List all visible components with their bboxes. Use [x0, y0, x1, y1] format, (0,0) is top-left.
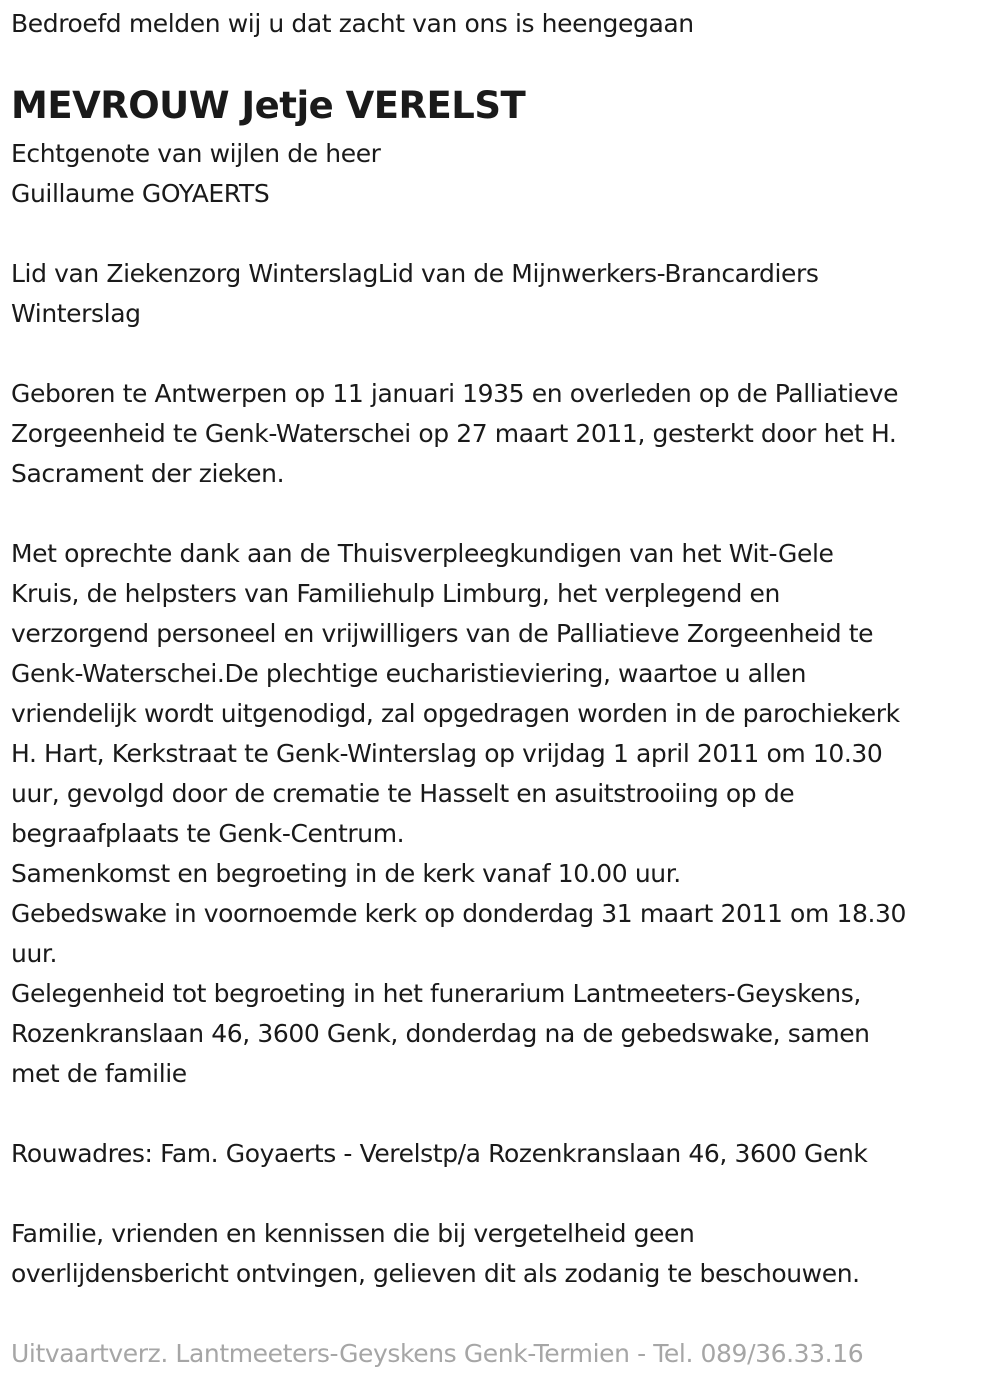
funeral-home-line: met de familie [11, 1059, 187, 1088]
family-note-block [11, 1214, 860, 1294]
family-note-line: overlijdensbericht ontvingen, gelieven dit als zodanig te beschouwen. [11, 1259, 860, 1288]
membership-line: Lid van Ziekenzorg WinterslagLid van de Mijnwerkers-Brancardiers [11, 259, 819, 288]
thanks-line: Genk-Waterschei.De plechtige eucharistieviering, waartoe u allen [11, 659, 807, 688]
mourning-address: Rouwadres: Fam. Goyaerts - Verelstp/a Rozenkranslaan 46, 3600 Genk [11, 1139, 868, 1168]
birth-death-line: Zorgeenheid te Genk-Waterschei op 27 maart 2011, gesterkt door het H. [11, 419, 897, 448]
funeral-home-line: Gelegenheid tot begroeting in het funerarium Lantmeeters-Geyskens, [11, 979, 861, 1008]
spouse-line: Echtgenote van wijlen de heer [11, 139, 381, 168]
ceremony-line: uur, gevolgd door de crematie te Hasselt en asuitstrooiing op de [11, 779, 795, 808]
membership-line: Winterslag [11, 299, 141, 328]
thanks-ceremony-block [11, 534, 906, 1094]
deceased-name: MEVROUW Jetje VERELST [11, 84, 526, 127]
mourning-address-block [11, 1134, 868, 1174]
birth-death-block [11, 374, 898, 494]
thanks-line: verzorgend personeel en vrijwilligers van de Palliatieve Zorgeenheid te [11, 619, 874, 648]
intro-text: Bedroefd melden wij u dat zacht van ons is heengegaan [11, 9, 694, 38]
membership-block [11, 254, 819, 334]
funeral-service-footer: Uitvaartverz. Lantmeeters-Geyskens Genk-Termien - Tel. 089/36.33.16 [11, 1339, 864, 1368]
ceremony-line: H. Hart, Kerkstraat te Genk-Winterslag op vrijdag 1 april 2011 om 10.30 [11, 739, 883, 768]
thanks-line: Met oprechte dank aan de Thuisverpleegkundigen van het Wit-Gele [11, 539, 834, 568]
birth-death-line: Geboren te Antwerpen op 11 januari 1935 en overleden op de Palliatieve [11, 379, 899, 408]
vigil-line: Gebedswake in voornoemde kerk op donderdag 31 maart 2011 om 18.30 [11, 899, 907, 928]
spouse-line: Guillaume GOYAERTS [11, 179, 270, 208]
ceremony-line: vriendelijk wordt uitgenodigd, zal opgedragen worden in de parochiekerk [11, 699, 900, 728]
funeral-home-line: Rozenkranslaan 46, 3600 Genk, donderdag na de gebedswake, samen [11, 1019, 870, 1048]
birth-death-line: Sacrament der zieken. [11, 459, 285, 488]
family-note-line: Familie, vrienden en kennissen die bij vergetelheid geen [11, 1219, 695, 1248]
thanks-line: Kruis, de helpsters van Familiehulp Limburg, het verplegend en [11, 579, 780, 608]
ceremony-line: begraafplaats te Genk-Centrum. [11, 819, 405, 848]
spouse-block [11, 134, 381, 214]
gathering-line: Samenkomst en begroeting in de kerk vanaf 10.00 uur. [11, 859, 681, 888]
vigil-line: uur. [11, 939, 58, 968]
